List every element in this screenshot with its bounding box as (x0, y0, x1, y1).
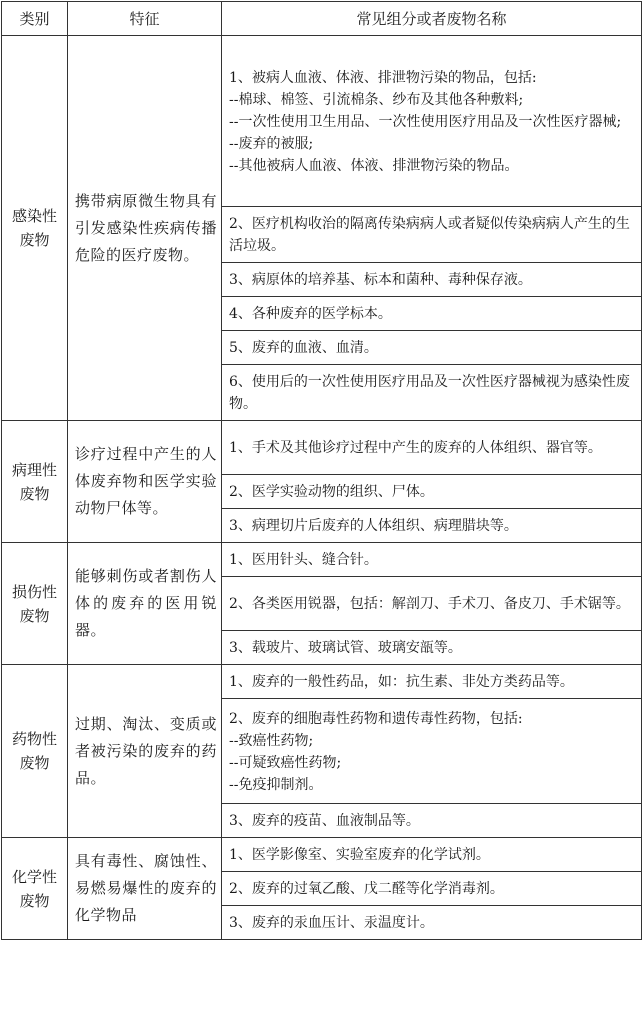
component-text: 4、各种废弃的医学标本。 (229, 306, 392, 322)
table-row (2, 838, 642, 872)
component-cell (222, 906, 642, 940)
category-label: 废物 (19, 754, 50, 772)
component-cell (222, 838, 642, 872)
table-row (2, 543, 642, 577)
category-label: 药物性 (11, 730, 57, 748)
component-text: 3、废弃的汞血压计、汞温度计。 (229, 915, 434, 931)
category-cell (2, 421, 68, 543)
component-cell (222, 699, 642, 804)
component-cell (222, 365, 642, 421)
component-cell (222, 475, 642, 509)
component-cell (222, 665, 642, 699)
component-cell (222, 297, 642, 331)
component-text: --致癌性药物; (229, 732, 314, 749)
category-cell (2, 543, 68, 665)
category-label: 化学性 (11, 867, 57, 886)
table-row (2, 421, 642, 475)
component-cell (222, 509, 642, 543)
header-row (2, 2, 642, 36)
feature-cell: 具有毒性、腐蚀性、易燃易爆性的废弃的化学物品 (68, 838, 222, 940)
feature-cell: 诊疗过程中产生的人体废弃物和医学实验动物尸体等。 (68, 421, 222, 543)
component-text: 5、废弃的血液、血清。 (229, 340, 378, 356)
header-category: 类别 (2, 2, 68, 36)
table-row (2, 665, 642, 699)
component-text: 1、废弃的一般性药品，如：抗生素、非处方类药品等。 (229, 674, 574, 690)
component-text: --可疑致癌性药物; (229, 754, 342, 771)
header-components: 常见组分或者废物名称 (222, 2, 642, 36)
component-text: --棉球、棉签、引流棉条、纱布及其他各种敷料; (229, 91, 524, 108)
component-cell (222, 36, 642, 207)
component-text: 3、病原体的培养基、标本和菌种、毒种保存液。 (229, 272, 532, 288)
table-row (2, 36, 642, 207)
component-text: --免疫抑制剂。 (229, 776, 323, 793)
component-cell (222, 804, 642, 838)
category-label: 感染性 (11, 207, 57, 225)
category-cell (2, 36, 68, 421)
component-text: 3、病理切片后废弃的人体组织、病理腊块等。 (229, 518, 518, 534)
component-text: 3、载玻片、玻璃试管、玻璃安瓿等。 (229, 640, 462, 656)
component-cell (222, 631, 642, 665)
category-cell (2, 665, 68, 838)
feature-cell: 携带病原微生物具有引发感染性疾病传播危险的医疗废物。 (68, 36, 222, 421)
feature-cell: 过期、淘汰、变质或者被污染的废弃的药品。 (68, 665, 222, 838)
category-label: 废物 (19, 891, 50, 910)
category-cell (2, 838, 68, 940)
feature-cell: 能够刺伤或者割伤人体的废弃的医用锐器。 (68, 543, 222, 665)
component-text: 2、医学实验动物的组织、尸体。 (229, 484, 434, 500)
component-text: 1、医用针头、缝合针。 (229, 552, 378, 568)
medical-waste-table (1, 1, 642, 940)
component-text: 2、废弃的细胞毒性药物和遗传毒性药物，包括: (229, 710, 523, 727)
category-label: 废物 (19, 231, 50, 249)
component-text: --其他被病人血液、体液、排泄物污染的物品。 (229, 157, 519, 174)
component-text: 2、医疗机构收治的隔离传染病病人或者疑似传染病病人产生的生活垃圾。 (229, 216, 630, 254)
component-cell (222, 872, 642, 906)
category-label: 病理性 (11, 460, 57, 479)
category-label: 废物 (19, 484, 50, 503)
component-text: 1、被病人血液、体液、排泄物污染的物品，包括: (229, 69, 537, 86)
table-body (2, 36, 642, 940)
component-cell (222, 263, 642, 297)
component-text: --一次性使用卫生用品、一次性使用医疗用品及一次性医疗器械; (229, 113, 622, 130)
component-text: 1、手术及其他诊疗过程中产生的废弃的人体组织、器官等。 (229, 440, 602, 456)
component-text: --废弃的被服; (229, 135, 314, 152)
category-label: 废物 (19, 606, 50, 625)
component-cell (222, 421, 642, 475)
component-text: 2、废弃的过氧乙酸、戊二醛等化学消毒剂。 (229, 881, 504, 897)
category-label: 损伤性 (11, 582, 57, 601)
component-text: 2、各类医用锐器，包括：解剖刀、手术刀、备皮刀、手术锯等。 (229, 596, 630, 612)
component-text: 1、医学影像室、实验室废弃的化学试剂。 (229, 847, 490, 863)
component-cell (222, 331, 642, 365)
component-text: 3、废弃的疫苗、血液制品等。 (229, 813, 420, 829)
component-text: 6、使用后的一次性使用医疗用品及一次性医疗器械视为感染性废物。 (229, 374, 630, 412)
component-cell (222, 543, 642, 577)
component-cell (222, 577, 642, 631)
component-cell (222, 207, 642, 263)
header-feature: 特征 (68, 2, 222, 36)
